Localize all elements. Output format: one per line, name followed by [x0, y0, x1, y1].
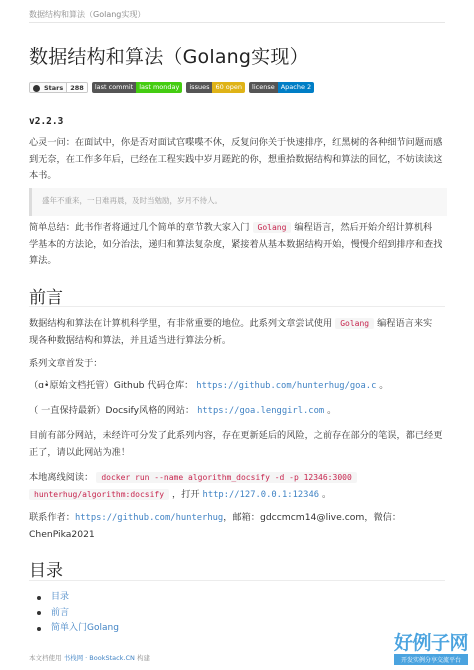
page-title: 数据结构和算法（Golang实现） [29, 46, 309, 68]
license-badge[interactable]: license Apache 2 [249, 82, 314, 93]
intro-paragraph: 心灵一问：在面试中，你是否对面试官喋喋不休，反复问你关于快速排序，红黑树的各种细节问题而感 到无奈，在工作多年后，已经在工程实践中岁月蹉跎的你，想重拾数据结构和算法的回忆，不妨读读这 本书。 [29, 137, 443, 181]
watermark-logo: 好例子网 开发实例分享交流平台 [393, 632, 468, 664]
inline-code: Golang [253, 222, 292, 233]
summary-paragraph: 简单总结：此书作者将通过几个简单的章节教大家入门 Golang 编程语言，然后开始介绍计算机科 学基本的方法论，如分治法，递归和算法复杂度，紧接着从基本数据结构开始，慢慢介绍到排序和查找 算法。 [29, 222, 443, 266]
toc-list [37, 590, 119, 637]
mirror-warning-paragraph: 目前有部分网站，未经许可分发了此系列内容，存在更新延后的风险，之前存在部分的笔误，都已经更 正了，请以此网站为准！ [29, 430, 443, 458]
preface-paragraph: 数据结构和算法在计算机科学里，有非常重要的地位。此系列文章尝试使用 Golang 编程语言来实 现各种数据结构和算法，并且适当进行算法分析。 [29, 318, 433, 346]
offline-reading-paragraph: 本地离线阅读： docker run --name algorithm_docsify -d -p 12346:3000 hunterhug/algorithm:docsify ，打开 http://127.0.0.1:12346 。 [29, 470, 447, 503]
preface-heading: 前言 [29, 288, 63, 308]
blockquote: 盛年不重来，一日难再晨，及时当勉励，岁月不待人。 [29, 188, 447, 216]
toc-item[interactable]: 目录 [37, 590, 119, 606]
author-github-link[interactable]: https://github.com/hunterhug [74, 513, 224, 523]
author-wechat-id: ChenPika2021 [29, 528, 95, 540]
author-email: gdccmcm14@live.com [259, 512, 365, 523]
header-divider [29, 22, 445, 23]
badge-row [29, 82, 314, 93]
contact-paragraph: 联系作者：https://github.com/hunterhug，邮箱：gdccmcm14@live.com，微信： ChenPika2021 [29, 510, 447, 543]
version-label: v2.2.3 [29, 116, 64, 127]
running-header: 数据结构和算法（Golang实现） [29, 10, 146, 19]
issues-badge[interactable]: issues 60 open [186, 82, 245, 93]
bullet-icon [37, 596, 41, 600]
docsify-line: （ 一直保持最新）Docsify风格的网站： https://goa.lenggirl.com 。 [29, 405, 337, 416]
bullet-icon [37, 611, 41, 615]
page-footer: 本文档使用 书栈网 · BookStack.CN 构建 [29, 654, 150, 662]
toc-heading: 目录 [29, 561, 63, 581]
toc-item[interactable]: 简单入门Golang [37, 621, 119, 637]
github-icon [33, 85, 40, 92]
bookstack-link[interactable]: 书栈网 · BookStack.CN [63, 654, 135, 662]
github-line: （ɑ•̀原始文档托管）Github 代码仓库： https://github.com/hunterhug/goa.c 。 [29, 380, 389, 391]
bullet-icon [37, 627, 41, 631]
docsify-site-link[interactable]: https://goa.lenggirl.com [197, 406, 325, 416]
inline-code: Golang [335, 318, 374, 329]
stars-badge[interactable]: Stars 288 [29, 82, 88, 93]
toc-divider [29, 580, 445, 581]
toc-item[interactable]: 前言 [37, 606, 119, 622]
preface-divider [29, 306, 445, 307]
docker-image-code: hunterhug/algorithm:docsify [29, 489, 169, 500]
github-repo-link[interactable]: https://github.com/hunterhug/goa.c [196, 381, 377, 391]
docker-command-code: docker run --name algorithm_docsify -d -p 12346:3000 [96, 472, 356, 483]
last-commit-badge[interactable]: last commit last monday [92, 82, 183, 93]
localhost-link[interactable]: http://127.0.0.1:12346 [202, 489, 320, 500]
first-published-label: 系列文章首发于： [29, 358, 103, 369]
